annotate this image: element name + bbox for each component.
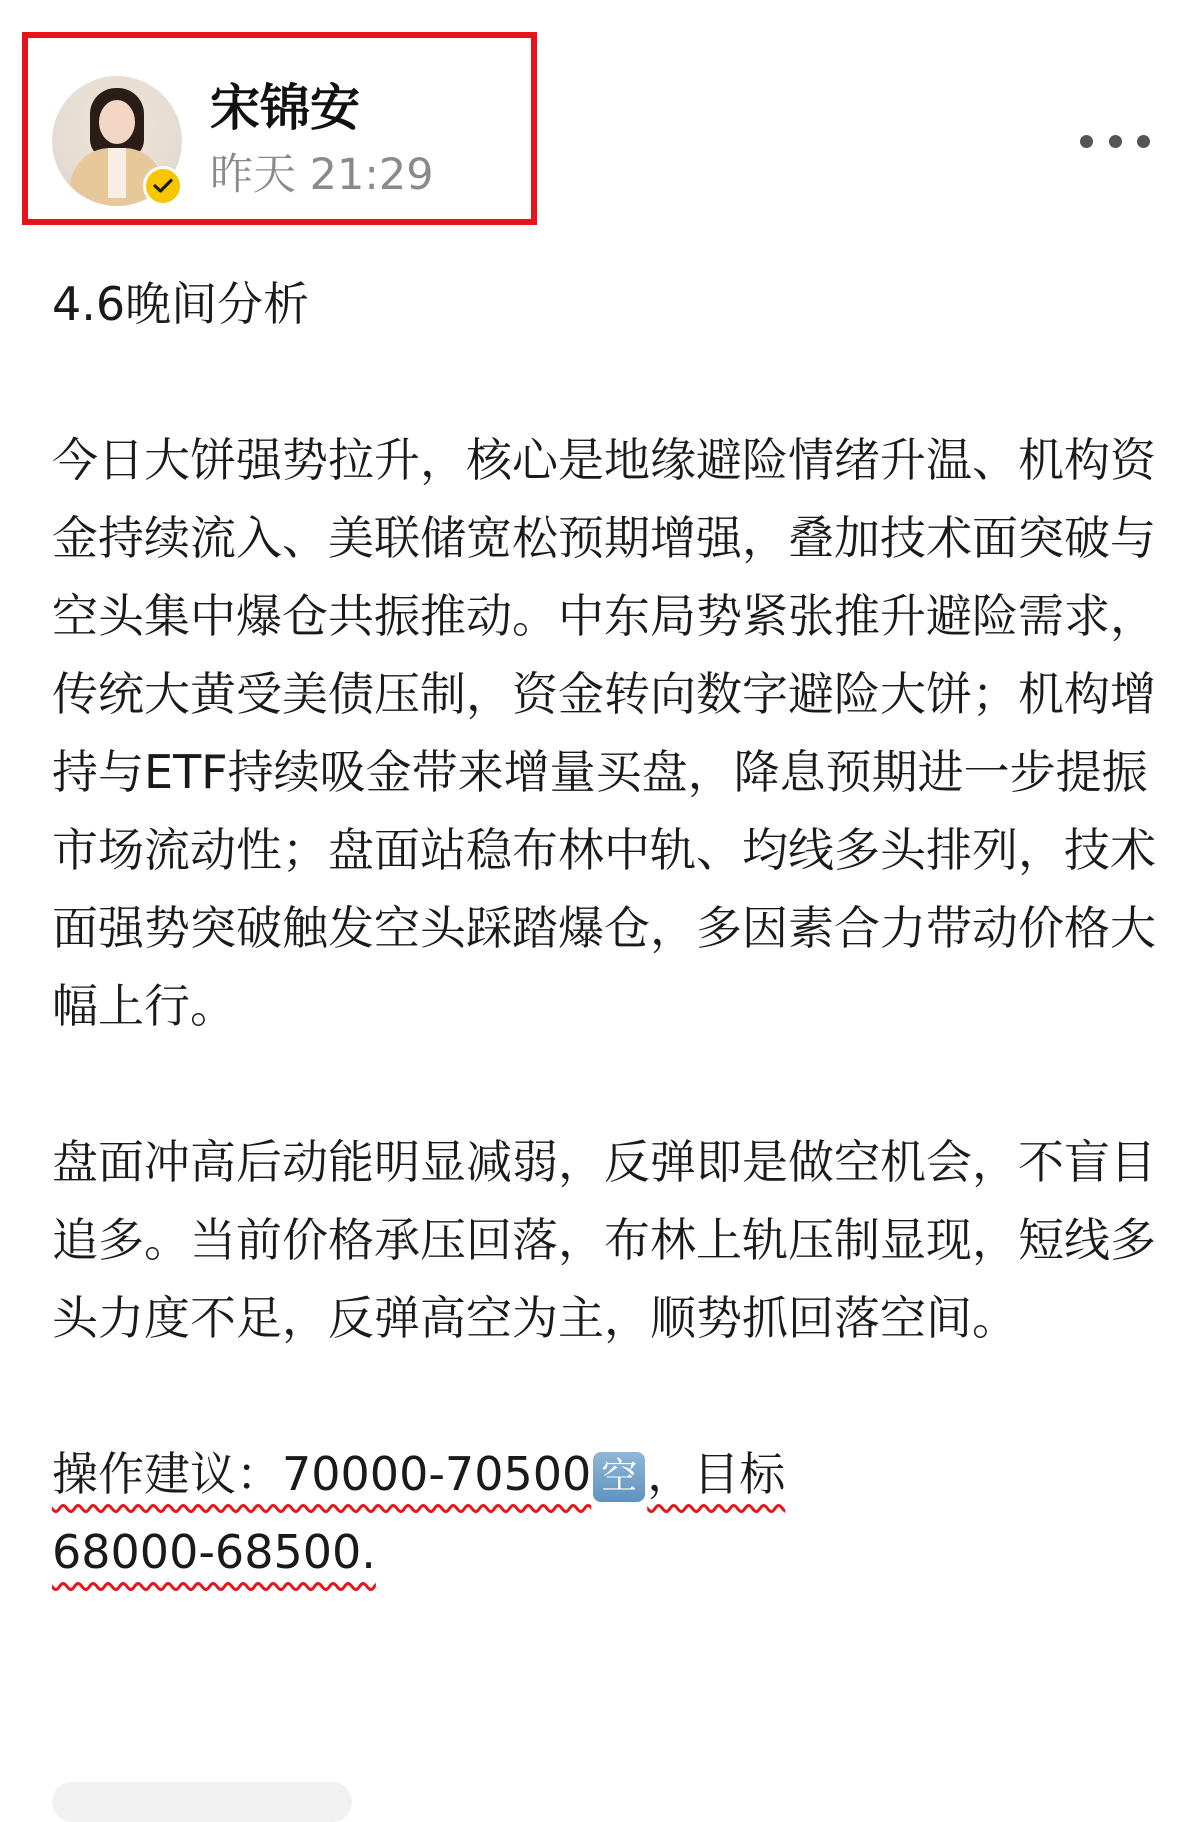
paragraph-spacer <box>52 1357 1162 1435</box>
suggestion-prefix: 操作建议：70000-70500 <box>52 1447 592 1501</box>
outlook-paragraph: 盘面冲高后动能明显减弱，反弹即是做空机会，不盲目追多。当前价格承压回落，布林上轨压制显现，短线多头力度不足，反弹高空为主，顺势抓回落空间。 <box>52 1135 1156 1345</box>
more-dot <box>1109 135 1122 148</box>
author-name[interactable]: 宋锦安 <box>210 79 360 137</box>
suggestion-suffix: ，目标 <box>647 1447 786 1501</box>
suggestion-underlined-text <box>52 1447 785 1501</box>
analysis-paragraph: 今日大饼强势拉升，核心是地缘避险情绪升温、机构资金持续流入、美联储宽松预期增强，叠加技术面突破与空头集中爆仓共振推动。中东局势紧张推升避险需求，传统大黄受美债压制，资金转向数字避险大饼；机构增持与ETF持续吸金带来增量买盘，降息预期进一步提振市场流动性；盘面站稳布林中轨、均线多头排列，技术面强势突破触发空头踩踏爆仓，多因素合力带动价格大幅上行。 <box>52 433 1156 1033</box>
paragraph-spacer <box>52 343 1162 421</box>
more-dot <box>1137 135 1150 148</box>
paragraph-spacer <box>52 1045 1162 1123</box>
post-title: 4.6晚间分析 <box>52 277 310 331</box>
post-content <box>52 265 1162 1591</box>
suggestion-target: 68000-68500. <box>52 1525 376 1579</box>
avatar-face <box>99 100 135 144</box>
avatar-shirt <box>108 148 126 198</box>
verified-check-icon <box>143 166 183 206</box>
trade-suggestion <box>52 1435 1162 1591</box>
more-options-icon[interactable] <box>1080 124 1150 158</box>
bottom-action-pill[interactable] <box>52 1782 352 1822</box>
post-time: 昨天 21:29 <box>210 150 434 200</box>
short-emoji-badge: 空 <box>593 1452 645 1502</box>
more-dot <box>1080 135 1093 148</box>
